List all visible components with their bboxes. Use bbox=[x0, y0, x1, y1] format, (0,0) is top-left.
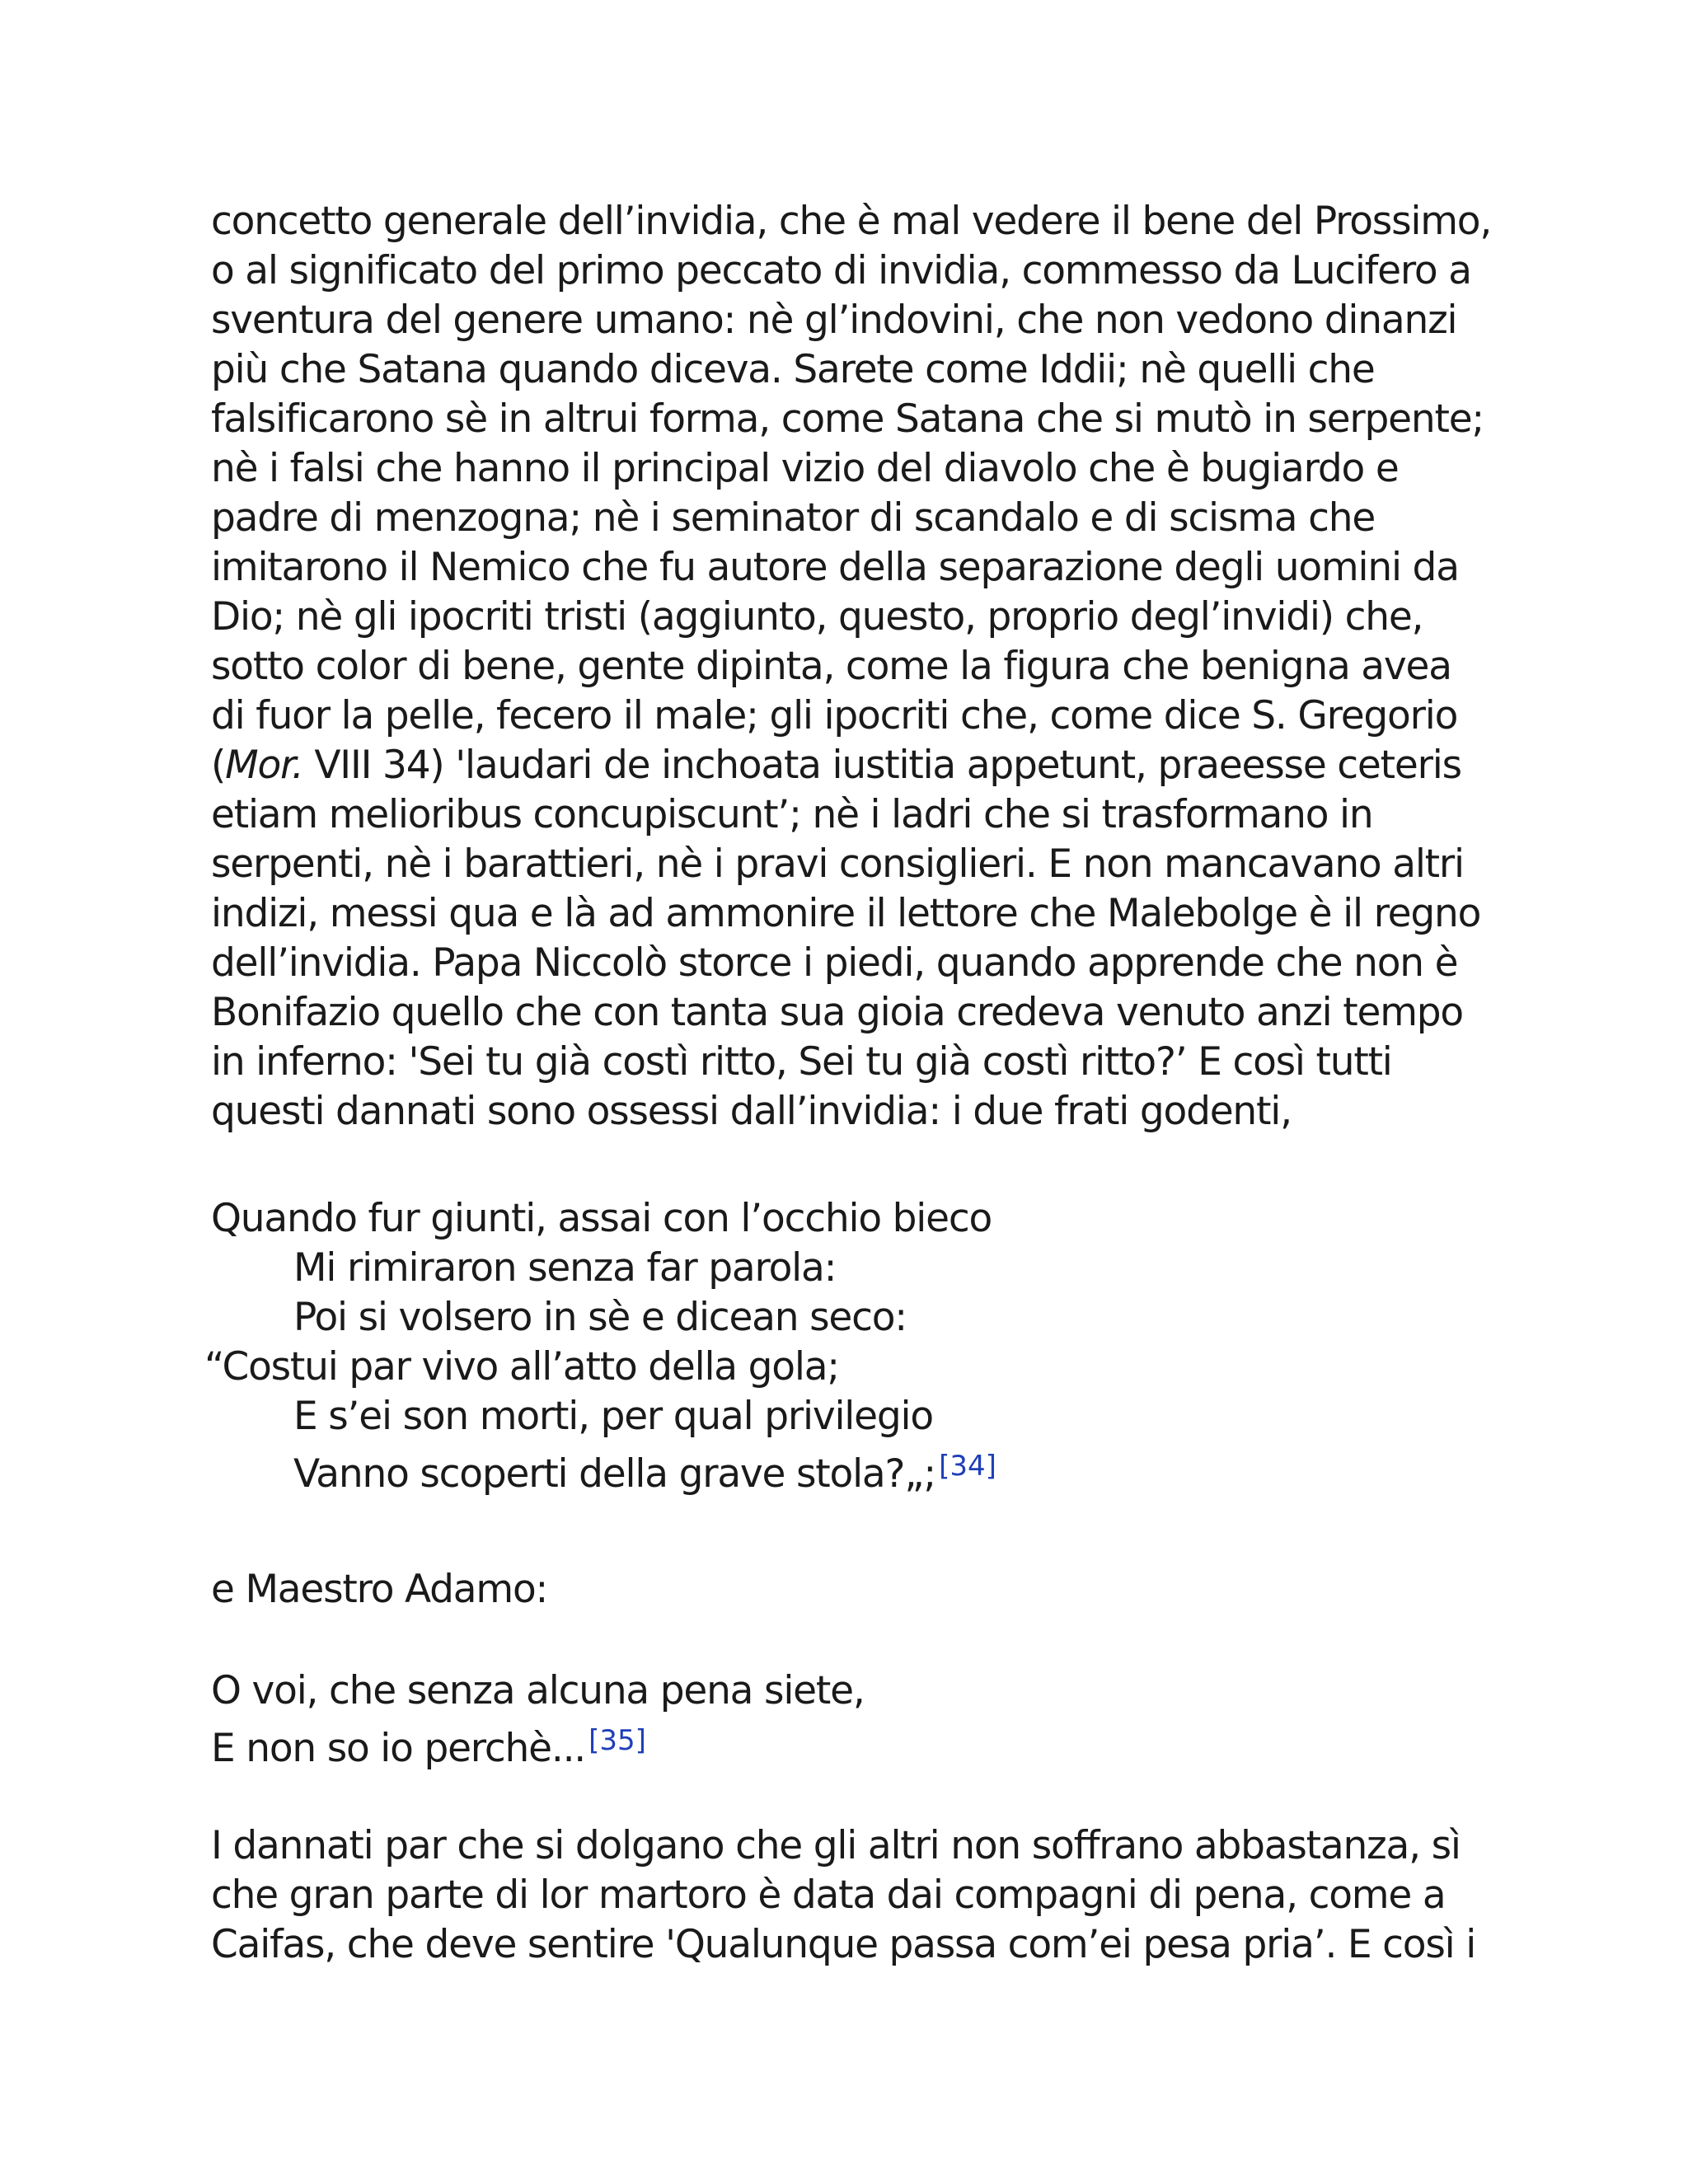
verse-line: “Costui par vivo all’atto della gola; bbox=[204, 1344, 839, 1390]
text-line: dell’invidia. Papa Niccolò storce i piedi, quando apprende che non è bbox=[211, 940, 1458, 986]
text-line: in inferno: 'Sei tu già costì ritto, Sei tu già costì ritto?’ E così tutti bbox=[211, 1039, 1392, 1085]
verse-line-text: E non so io perchè... bbox=[211, 1726, 586, 1771]
text-line: concetto generale dell’invidia, che è mal vedere il bene del Prossimo, bbox=[211, 199, 1492, 244]
text-line: sventura del genere umano: nè gl’indovini, che non vedono dinanzi bbox=[211, 298, 1457, 343]
footnote-link-34[interactable]: [34] bbox=[939, 1450, 996, 1483]
verse-line: Poi si volsero in sè e dicean seco: bbox=[293, 1295, 907, 1340]
paragraph-intro bbox=[211, 197, 1497, 1137]
verse-line-with-note bbox=[211, 1716, 1497, 1774]
verse-quote-two bbox=[211, 1666, 1497, 1774]
text-line: Dio; nè gli ipocriti tristi (aggiunto, questo, proprio degl’invidi) che, bbox=[211, 594, 1423, 640]
verse-line: E s’ei son morti, per qual privilegio bbox=[293, 1394, 933, 1439]
text-line: più che Satana quando diceva. Sarete come Iddii; nè quelli che bbox=[211, 347, 1375, 392]
text-line: sotto color di bene, gente dipinta, come la figura che benigna avea bbox=[211, 644, 1451, 689]
text-line: e Maestro Adamo: bbox=[211, 1567, 548, 1612]
text-line: che gran parte di lor martoro è data dai compagni di pena, come a bbox=[211, 1872, 1446, 1918]
text-line: I dannati par che si dolgano che gli altri non soffrano abbastanza, sì bbox=[211, 1823, 1461, 1868]
text-line: indizi, messi qua e là ad ammonire il lettore che Malebolge è il regno bbox=[211, 891, 1481, 936]
text-line: serpenti, nè i barattieri, nè i pravi consiglieri. E non mancavano altri bbox=[211, 841, 1464, 887]
text-line: o al significato del primo peccato di invidia, commesso da Lucifero a bbox=[211, 248, 1471, 293]
verse-line: Mi rimiraron senza far parola: bbox=[293, 1245, 837, 1291]
text-line: di fuor la pelle, fecero il male; gli ipocriti che, come dice S. Gregorio bbox=[211, 693, 1458, 738]
verse-line-with-note bbox=[211, 1441, 1497, 1499]
verse-quote-one bbox=[204, 1194, 1497, 1499]
text-line: padre di menzogna; nè i seminator di scandalo e di scisma che bbox=[211, 495, 1376, 541]
gregorio-citation: VIII 34) 'laudari de inchoata iustitia appetunt, praeesse ceteris bbox=[302, 743, 1461, 788]
verse-line: Quando fur giunti, assai con l’occhio bieco bbox=[211, 1196, 992, 1241]
text-line: Caifas, che deve sentire 'Qualunque passa com’ei pesa pria’. E così i bbox=[211, 1922, 1476, 1967]
work-title-italic: Mor. bbox=[225, 743, 303, 788]
text-line: falsificarono sè in altrui forma, come Satana che si mutò in serpente; bbox=[211, 396, 1484, 442]
text-line: imitarono il Nemico che fu autore della separazione degli uomini da bbox=[211, 545, 1459, 590]
footnote-link-35[interactable]: [35] bbox=[588, 1724, 646, 1757]
paragraph-lead bbox=[211, 1565, 1497, 1615]
paragraph-closing bbox=[211, 1821, 1497, 1970]
gregorio-open-paren: ( bbox=[211, 743, 226, 788]
text-line: Bonifazio quello che con tanta sua gioia credeva venuto anzi tempo bbox=[211, 990, 1463, 1035]
verse-line: O voi, che senza alcuna pena siete, bbox=[211, 1668, 865, 1713]
text-line-gregorio bbox=[211, 741, 1497, 790]
text-line: questi dannati sono ossessi dall’invidia: i due frati godenti, bbox=[211, 1089, 1292, 1134]
text-line: nè i falsi che hanno il principal vizio del diavolo che è bugiardo e bbox=[211, 446, 1399, 491]
text-line: etiam melioribus concupiscunt’; nè i ladri che si trasformano in bbox=[211, 792, 1373, 837]
verse-line-text: Vanno scoperti della grave stola?„; bbox=[293, 1451, 936, 1497]
